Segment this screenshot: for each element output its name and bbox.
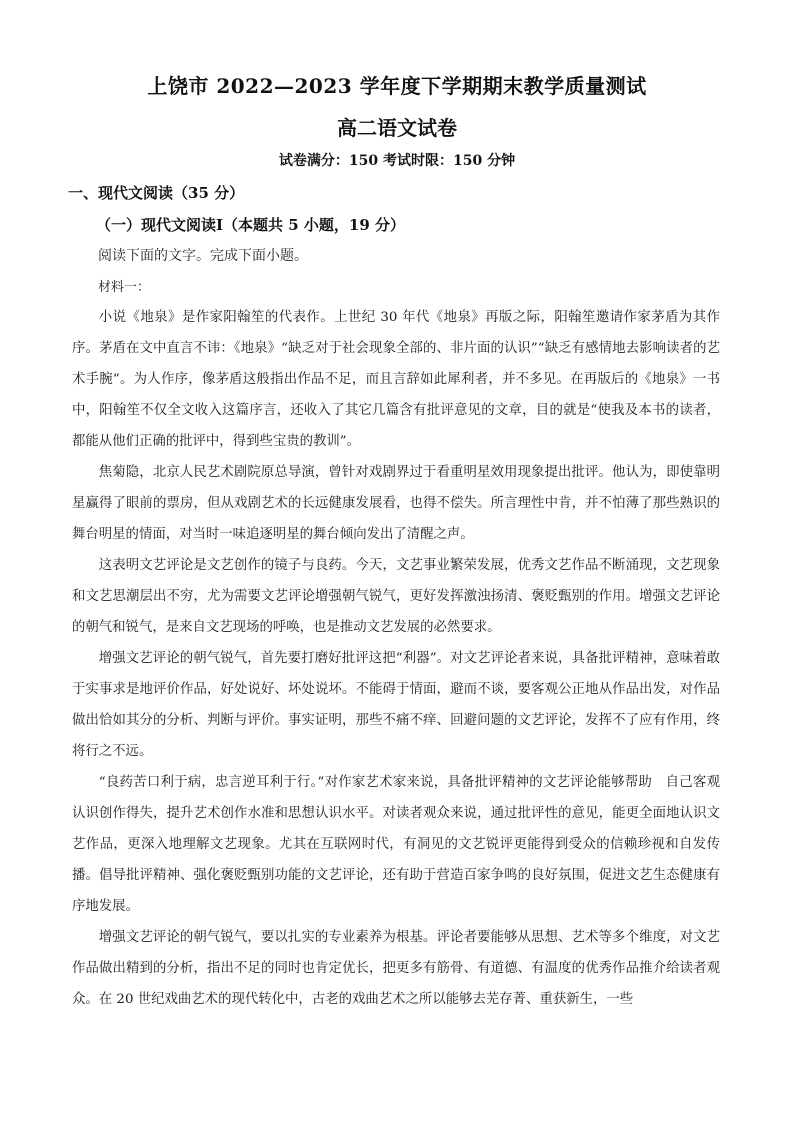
passage-paragraph: 增强文艺评论的朝气锐气，要以扎实的专业素养为根基。评论者要能够从思想、艺术等多个维度，对文艺作品做出精到的分析，指出不足的同时也肯定优长，把更多有筋骨、有道德、有温度的优秀作品推介给读者观众。在 20 世纪戏曲艺术的现代转化中，古老的戏曲艺术之所以能够去芜存菁、重获新生，一些 — [72, 930, 720, 1007]
section-heading: 一、现代文阅读（35 分） — [68, 184, 245, 202]
passage-paragraph: 焦菊隐，北京人民艺术剧院原总导演，曾针对戏剧界过于看重明星效用现象提出批评。他认为，即使靠明星赢得了眼前的票房，但从戏剧艺术的长远健康发展看，也得不偿失。所言理性中肯，并不怕薄了那些熟识的舞台明星的情面，对当时一味追逐明星的舞台倾向发出了清醒之声。 — [72, 465, 720, 542]
passage-paragraph: 这表明文艺评论是文艺创作的镜子与良药。今天，文艺事业繁荣发展，优秀文艺作品不断涌现，文艺现象和文艺思潮层出不穷，尤为需要文艺评论增强朝气锐气，更好发挥激浊扬清、褒贬甄别的作用。增强文艺评论的朝气和锐气，是来自文艺现场的呼唤，也是推动文艺发展的必然要求。 — [72, 558, 720, 635]
reading-instruction: 阅读下面的文字。完成下面小题。 — [98, 248, 308, 264]
passage-paragraph: 小说《地泉》是作家阳翰笙的代表作。上世纪 30 年代《地泉》再版之际，阳翰笙邀请作家茅盾为其作序。茅盾在文中直言不讳：《地泉》“缺乏对于社会现象全部的、非片面的认识”“缺乏有感情地去影响读者的艺术手腕”。为人作序，像茅盾这般指出作品不足，而且言辞如此犀利者，并不多见。在再版后的《地泉》一书中，阳翰笙不仅全文收入这篇序言，还收入了其它几篇含有批评意见的文章，目的就是“使我及本书的读者，都能从他们正确的批评中，得到些宝贵的教训”。 — [72, 310, 720, 449]
passage-paragraph: 增强文艺评论的朝气锐气，首先要打磨好批评这把“利器”。对文艺评论者来说，具备批评精神，意味着敢于实事求是地评价作品，好处说好、坏处说坏。不能碍于情面，避而不谈，要客观公正地从作品出发，对作品做出恰如其分的分析、判断与评价。事实证明，那些不痛不痒、回避问题的文艺评论，发挥不了应有作用，终将行之不远。 — [72, 651, 720, 759]
material-label: 材料一： — [98, 280, 151, 295]
exam-info: 试卷满分：150 考试时限：150 分钟 — [278, 153, 516, 169]
exam-title: 上饶市 2022—2023 学年度下学期期末教学质量测试 — [147, 74, 647, 98]
passage-paragraph: “良药苦口利于病，忠言逆耳利于行。”对作家艺术家来说，具备批评精神的文艺评论能够帮助 自己客观认识创作得失，提升艺术创作水准和思想认识水平。对读者观众来说，通过批评性的意见，能更全面地认识文艺作品，更深入地理解文艺现象。尤其在互联网时代，有洞见的文艺锐评更能得到受众的信赖珍视和自发传播。倡导批评精神、强化褒贬甄别功能的文艺评论，还有助于营造百家争鸣的良好氛围，促进文艺生态健康有序地发展。 — [72, 775, 720, 914]
subsection-heading: （一）现代文阅读Ⅰ（本题共 5 小题，19 分） — [96, 216, 405, 234]
exam-subtitle: 高二语文试卷 — [337, 116, 457, 140]
passage-body — [72, 302, 720, 1015]
